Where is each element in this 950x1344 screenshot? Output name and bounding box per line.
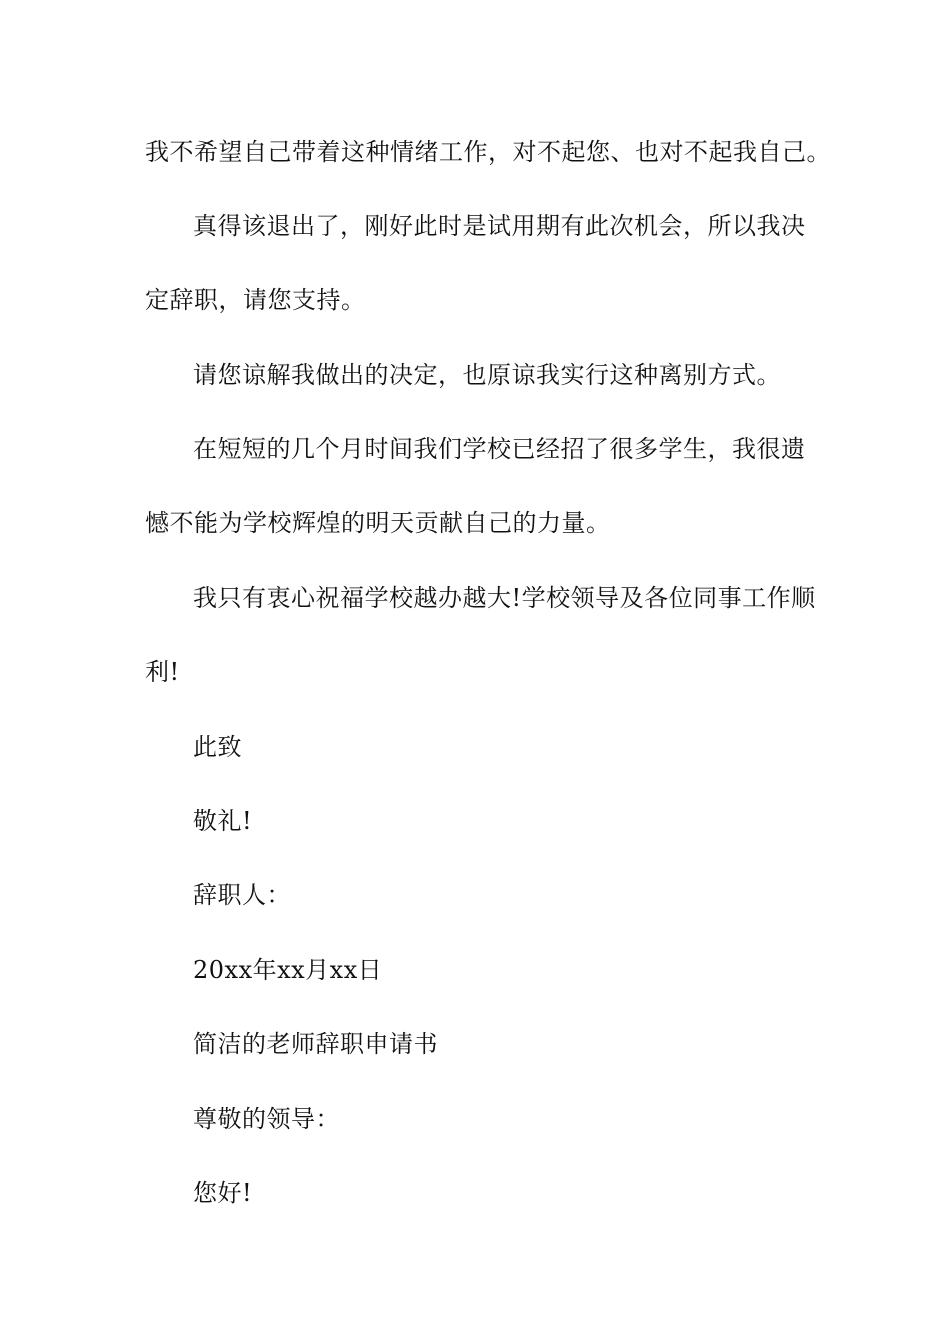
paragraph-line: 我只有衷心祝福学校越办越大!学校领导及各位同事工作顺	[193, 584, 816, 612]
closing-regards: 敬礼!	[193, 807, 253, 835]
greeting-line: 尊敬的领导：	[193, 1105, 340, 1133]
paragraph-line: 真得该退出了，刚好此时是试用期有此次机会，所以我决	[193, 212, 806, 240]
paragraph-line: 在短短的几个月时间我们学校已经招了很多学生，我很遗	[193, 435, 806, 463]
paragraph-line: 定辞职，请您支持。	[145, 286, 366, 314]
date-line: 20xx年xx月xx日	[193, 956, 383, 984]
paragraph-line: 利!	[145, 658, 180, 686]
paragraph-line: 请您谅解我做出的决定，也原谅我实行这种离别方式。	[193, 361, 781, 389]
greeting-line: 您好!	[193, 1179, 253, 1207]
section-title: 简洁的老师辞职申请书	[193, 1030, 438, 1058]
paragraph-line: 憾不能为学校辉煌的明天贡献自己的力量。	[145, 509, 611, 537]
paragraph-line: 我不希望自己带着这种情绪工作，对不起您、也对不起我自己。	[145, 138, 831, 166]
closing-salutation: 此致	[193, 733, 242, 761]
signature-label: 辞职人：	[193, 881, 291, 909]
